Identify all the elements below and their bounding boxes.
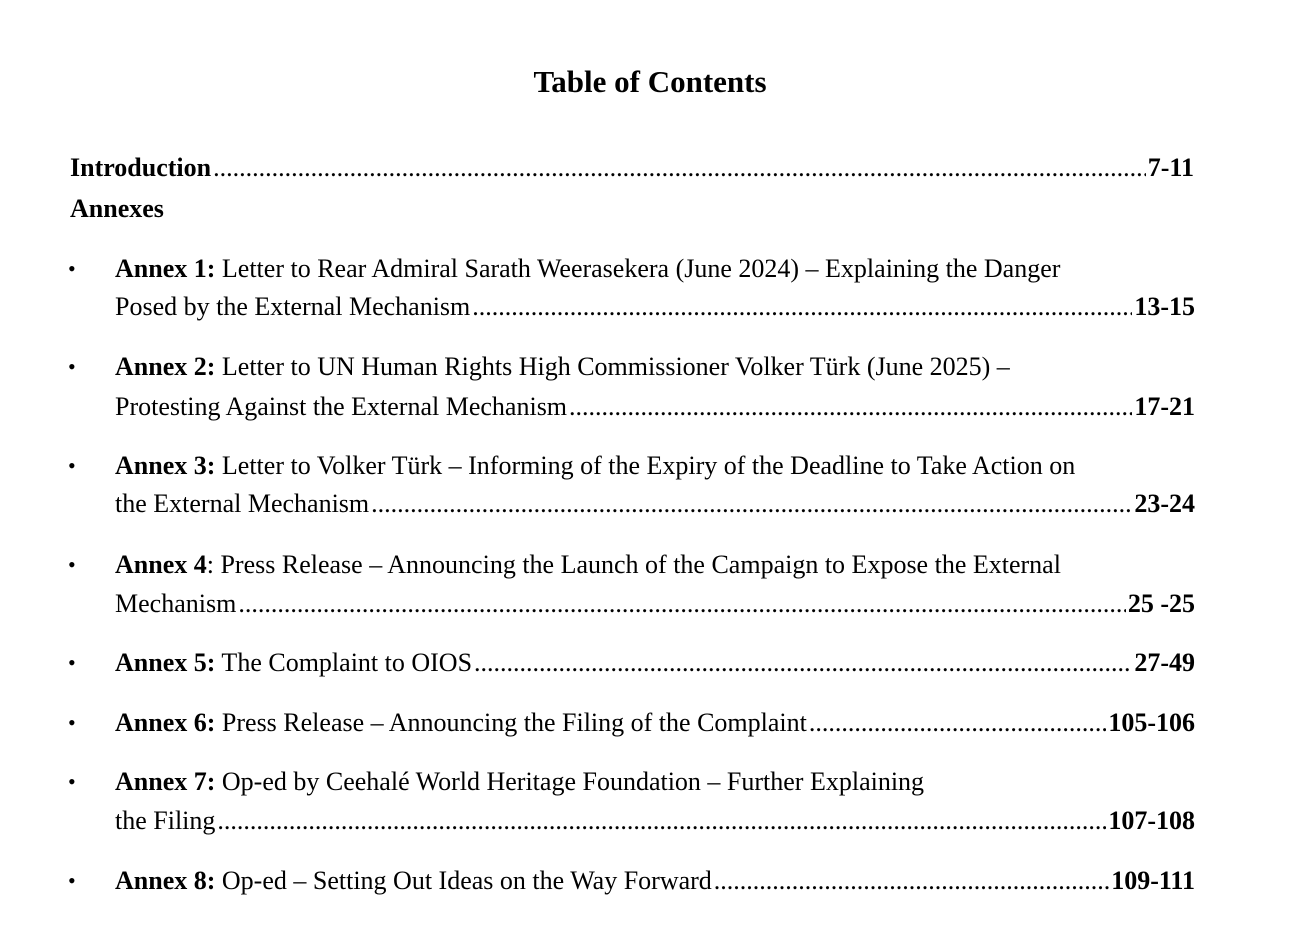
toc-entry-introduction xyxy=(70,150,1194,186)
annex-title-continued: the External Mechanism xyxy=(115,489,370,518)
toc-entry-annex-7-line2 xyxy=(115,803,1195,839)
page-title: Table of Contents xyxy=(533,64,767,99)
toc-page-range: 23-24 xyxy=(1134,489,1195,518)
dot-leader xyxy=(213,150,1146,186)
toc-page-range: 25 -25 xyxy=(1127,589,1195,618)
dot-leader xyxy=(809,705,1106,741)
toc-entry-annex-3-line2 xyxy=(115,486,1195,522)
annex-title-continued: Mechanism xyxy=(115,589,237,618)
bullet-icon: • xyxy=(68,710,76,735)
annex-label: Annex 8: xyxy=(115,866,216,895)
annex-title: The Complaint to OIOS xyxy=(215,648,473,677)
dot-leader xyxy=(217,803,1106,839)
dot-leader xyxy=(569,389,1132,425)
dot-leader xyxy=(238,586,1126,622)
toc-entry-annex-4-line1 xyxy=(115,547,1061,583)
toc-entry-annex-2-line2 xyxy=(115,389,1195,425)
toc-entry-annex-4-line2 xyxy=(115,586,1195,622)
toc-entry-annex-1-line2 xyxy=(115,289,1195,325)
toc-page-range: 105-106 xyxy=(1108,708,1195,737)
bullet-icon: • xyxy=(68,453,76,478)
toc-page-range: 13-15 xyxy=(1134,292,1195,321)
toc-entry-annex-1-line1 xyxy=(115,251,1060,287)
annex-title-continued: Posed by the External Mechanism xyxy=(115,292,471,321)
annex-title: Press Release – Announcing the Filing of the Complaint xyxy=(215,708,807,737)
toc-entry-annex-5 xyxy=(115,645,1195,681)
annex-label: Annex 3: xyxy=(115,451,216,480)
section-heading-annexes: Annexes xyxy=(70,194,164,223)
dot-leader xyxy=(474,645,1132,681)
bullet-icon: • xyxy=(68,256,76,281)
toc-page-range: 107-108 xyxy=(1108,806,1195,835)
toc-entry-annex-3-line1 xyxy=(115,448,1075,484)
annex-title-continued: Protesting Against the External Mechanism xyxy=(115,392,568,421)
dot-leader xyxy=(371,486,1132,522)
toc-page-range: 7-11 xyxy=(1147,153,1194,182)
dot-leader xyxy=(714,863,1109,899)
toc-entry-annex-6 xyxy=(115,705,1195,741)
annex-label: Annex 7: xyxy=(115,767,216,796)
toc-entry-annex-7-line1 xyxy=(115,764,924,800)
bullet-icon: • xyxy=(68,354,76,379)
annex-label: Annex 1: xyxy=(115,254,216,283)
toc-entry-label: Introduction xyxy=(70,153,212,182)
bullet-icon: • xyxy=(68,769,76,794)
toc-page-range: 17-21 xyxy=(1134,392,1195,421)
annex-title: Letter to Volker Türk – Informing of the Expiry of the Deadline to Take Action on xyxy=(215,451,1076,480)
annex-label: Annex 6: xyxy=(115,708,216,737)
toc-page-range: 27-49 xyxy=(1134,648,1195,677)
annex-label: Annex 2: xyxy=(115,352,216,381)
annex-title: Letter to UN Human Rights High Commissioner Volker Türk (June 2025) – xyxy=(215,352,1010,381)
annex-label: Annex 5: xyxy=(115,648,216,677)
annex-title: Op-ed by Ceehalé World Heritage Foundation – Further Explaining xyxy=(215,767,925,796)
annex-title-continued: the Filing xyxy=(115,806,216,835)
bullet-icon: • xyxy=(68,650,76,675)
annex-title: Op-ed – Setting Out Ideas on the Way Forward xyxy=(215,866,712,895)
toc-entry-annex-8 xyxy=(115,863,1195,899)
dot-leader xyxy=(472,289,1132,325)
annex-label: Annex 4 xyxy=(115,550,207,579)
toc-entry-annex-2-line1 xyxy=(115,349,1010,385)
annex-title: : Press Release – Announcing the Launch of the Campaign to Expose the External xyxy=(206,550,1061,579)
toc-page-range: 109-111 xyxy=(1111,866,1195,895)
bullet-icon: • xyxy=(68,552,76,577)
annex-title: Letter to Rear Admiral Sarath Weerasekera (June 2024) – Explaining the Danger xyxy=(215,254,1061,283)
bullet-icon: • xyxy=(68,868,76,893)
